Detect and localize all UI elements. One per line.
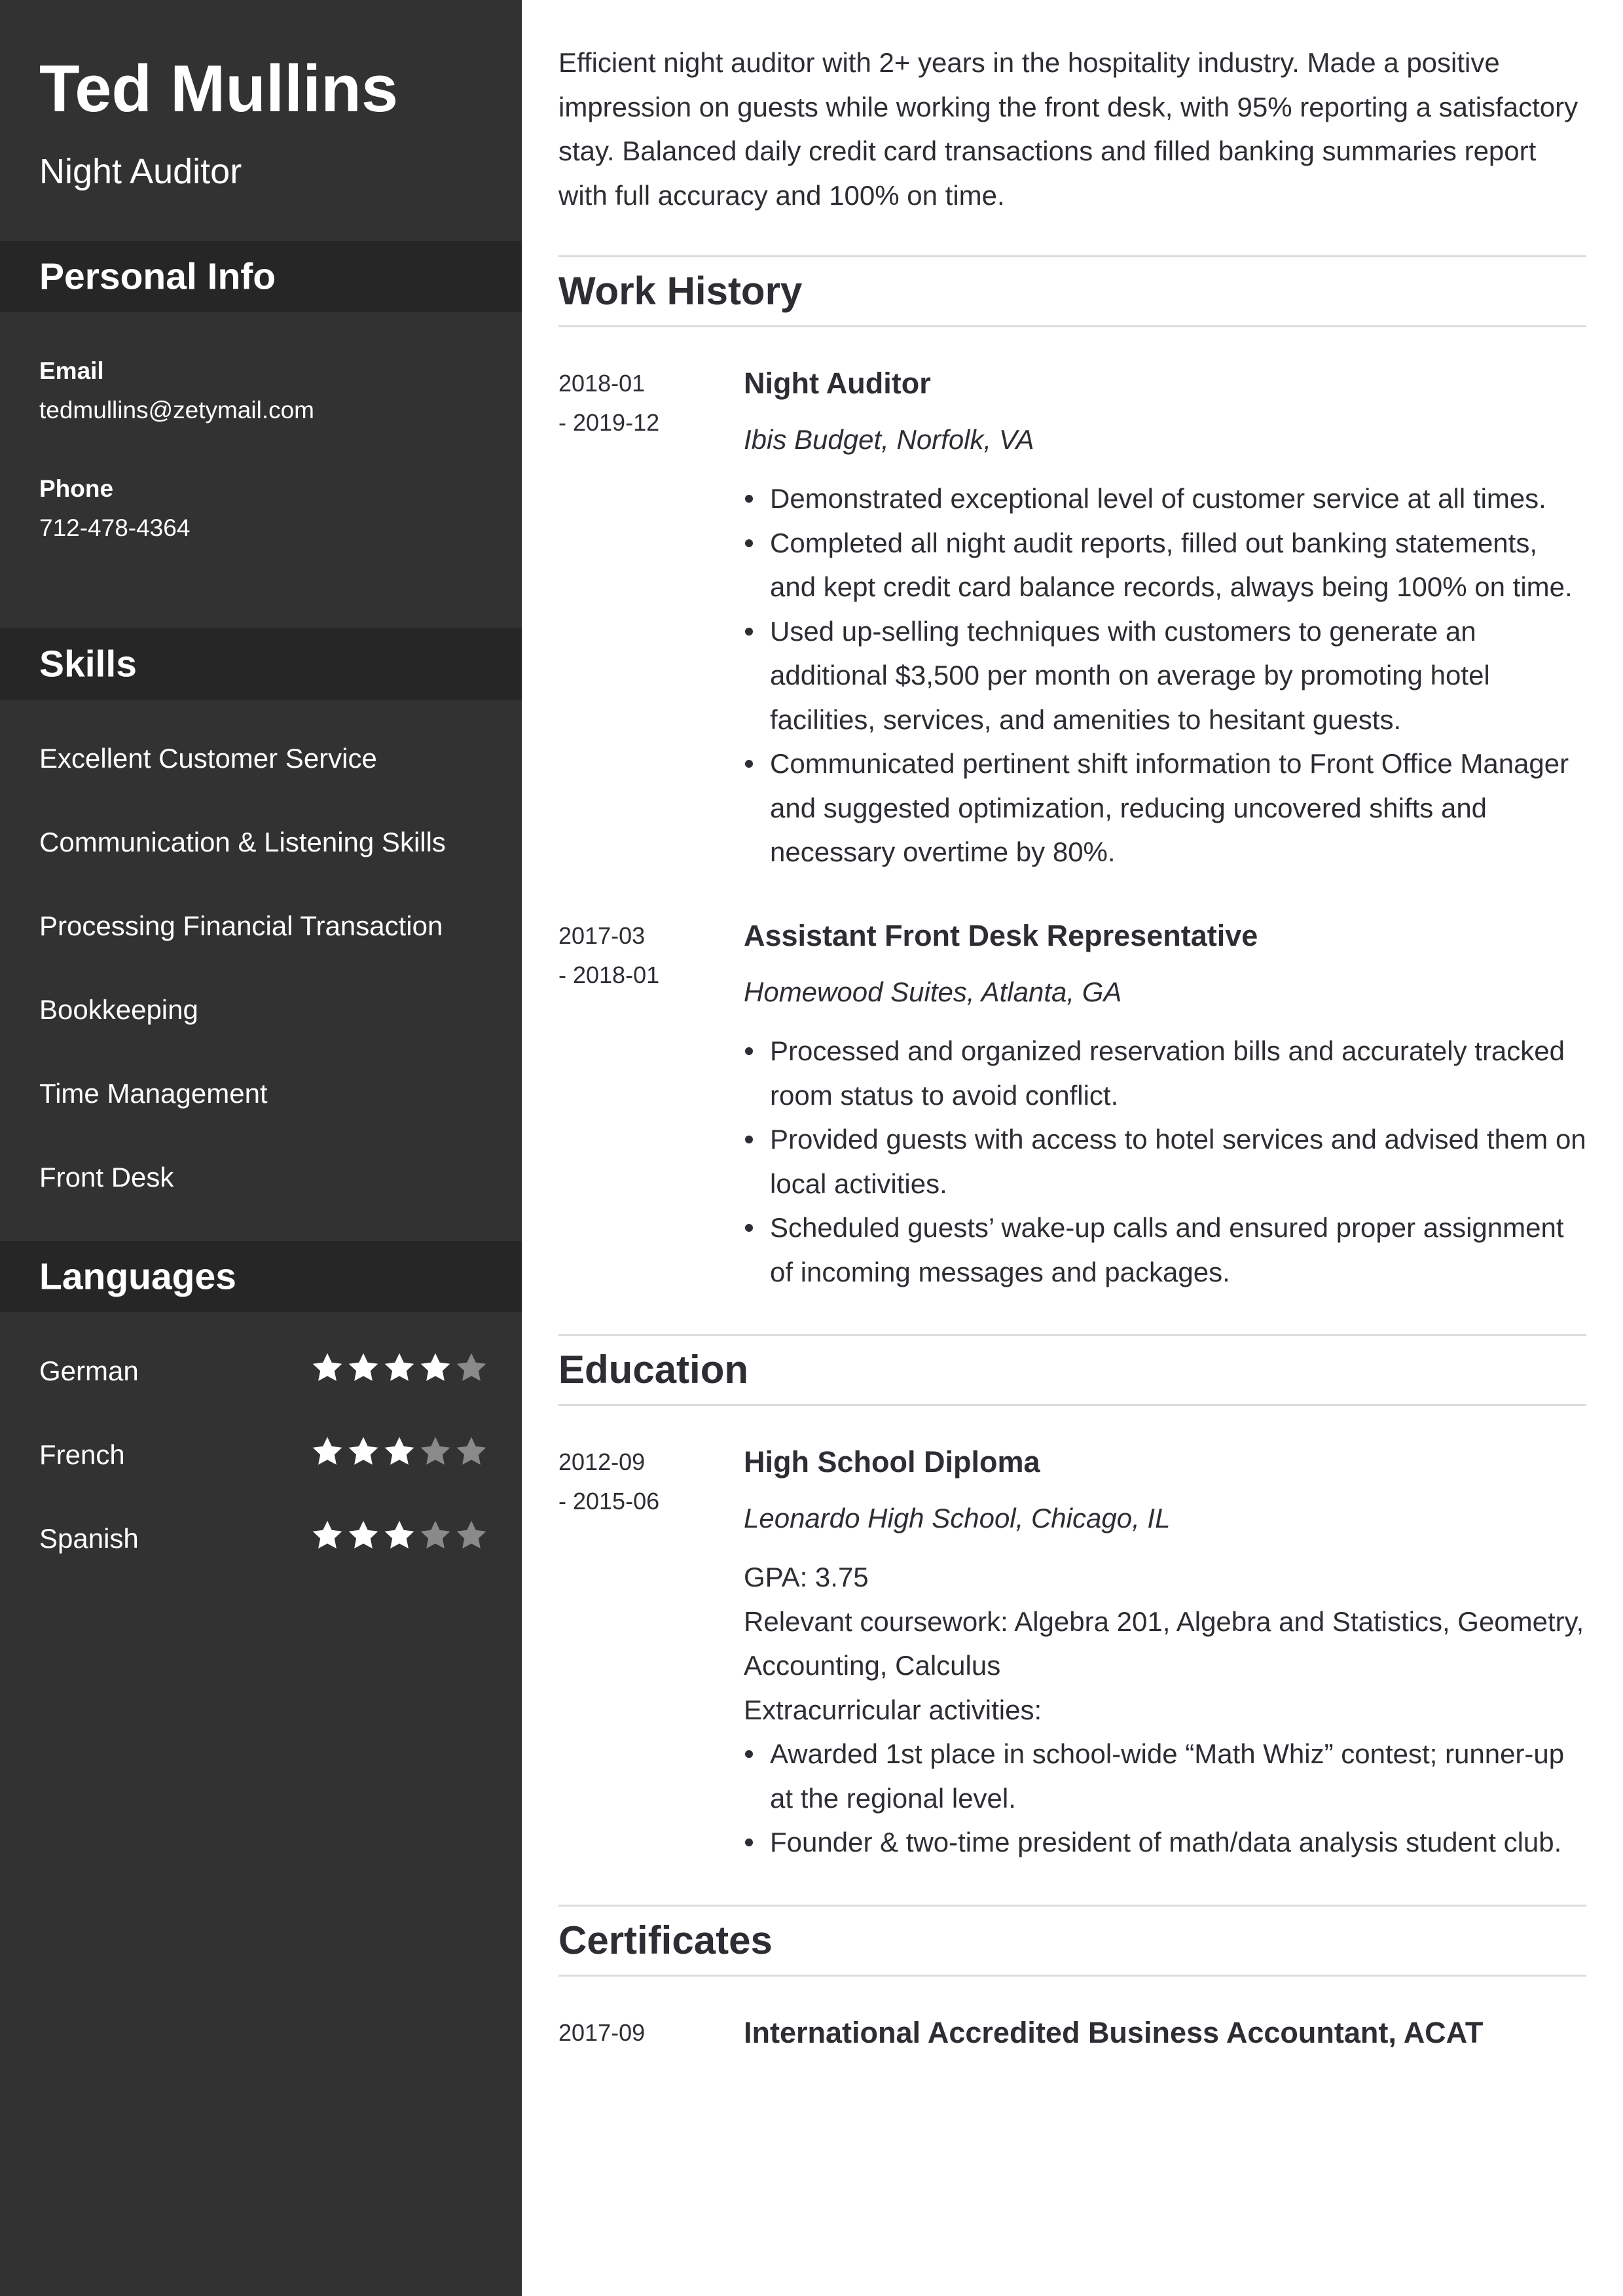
languages-heading: Languages (39, 1255, 236, 1297)
email-value: tedmullins@zetymail.com (39, 397, 315, 423)
education-heading: Education (558, 1348, 749, 1391)
star-empty-icon (454, 1518, 488, 1552)
job-bullets (744, 1029, 1588, 1294)
star-empty-icon (454, 1435, 488, 1469)
school: Leonardo High School, Chicago, IL (744, 1503, 1171, 1534)
email-label: Email (39, 357, 104, 384)
employer: Homewood Suites, Atlanta, GA (744, 977, 1122, 1007)
star-filled-icon (382, 1435, 416, 1469)
phone-label: Phone (39, 475, 114, 502)
start-date: 2018-01 (558, 370, 646, 397)
star-filled-icon (310, 1351, 344, 1385)
star-filled-icon (418, 1351, 452, 1385)
work-history-heading: Work History (558, 269, 803, 313)
bullet-item: Demonstrated exceptional level of customer service at all times. (770, 476, 1588, 521)
skill-item: Processing Financial Transaction (39, 910, 443, 941)
candidate-title: Night Auditor (39, 152, 242, 191)
job-title: Assistant Front Desk Representative (744, 919, 1258, 952)
certificate-name: International Accredited Business Accountant, ACAT (744, 2016, 1484, 2049)
sidebar (0, 0, 522, 2296)
language-row (39, 1435, 484, 1518)
education-section-header (558, 1334, 1586, 1406)
languages-list (39, 1351, 484, 1602)
star-filled-icon (310, 1435, 344, 1469)
language-name: German (39, 1355, 139, 1386)
star-empty-icon (418, 1518, 452, 1552)
extracurricular-bullets (744, 1732, 1588, 1865)
language-name: French (39, 1439, 125, 1470)
bullet-item: Founder & two-time president of math/data analysis student club. (770, 1820, 1588, 1865)
start-date: 2017-03 (558, 922, 646, 949)
work-details (744, 364, 1588, 874)
skills-heading-band (0, 628, 522, 700)
languages-heading-band (0, 1241, 522, 1312)
star-empty-icon (454, 1351, 488, 1385)
education-notes (744, 1555, 1588, 1732)
language-row (39, 1518, 484, 1602)
skills-heading: Skills (39, 643, 137, 685)
end-date: - 2015-06 (558, 1488, 660, 1515)
gpa: GPA: 3.75 (744, 1562, 869, 1592)
education-details (744, 1443, 1588, 1865)
education-dates (558, 1443, 729, 1521)
bullet-item: Communicated pertinent shift information to Front Office Manager and suggested optimization, reducing uncovered shifts and necessary overtime by 80%. (770, 742, 1588, 874)
extracurricular-label: Extracurricular activities: (744, 1694, 1042, 1725)
language-rating (308, 1518, 488, 1555)
personal-info-heading: Personal Info (39, 255, 276, 297)
certificates-section-header (558, 1905, 1586, 1977)
bullet-item: Used up-selling techniques with customers to generate an additional $3,500 per month on average by promoting hotel facilities, services, and amenities to hesitant guests. (770, 609, 1588, 742)
star-filled-icon (346, 1518, 380, 1552)
star-empty-icon (418, 1435, 452, 1469)
star-filled-icon (346, 1351, 380, 1385)
certificates-heading: Certificates (558, 1918, 773, 1962)
skill-item: Time Management (39, 1078, 268, 1109)
skill-item: Excellent Customer Service (39, 743, 377, 774)
professional-summary: Efficient night auditor with 2+ years in the hospitality industry. Made a positive impression on guests while working the front desk, with 95% reporting a satisfactory stay. Balanced daily credit card transactions and filled banking summaries report with full accuracy and 100% on time. (558, 47, 1578, 211)
work-details (744, 916, 1588, 1294)
start-date: 2012-09 (558, 1448, 646, 1475)
language-row (39, 1351, 484, 1435)
certificate-details (744, 2013, 1588, 2053)
certificate-date: 2017-09 (558, 2019, 646, 2046)
end-date: - 2018-01 (558, 961, 660, 988)
star-filled-icon (346, 1435, 380, 1469)
bullet-item: Processed and organized reservation bills and accurately tracked room status to avoid conflict. (770, 1029, 1588, 1117)
degree: High School Diploma (744, 1445, 1040, 1479)
bullet-item: Scheduled guests’ wake-up calls and ensured proper assignment of incoming messages and packages. (770, 1206, 1588, 1294)
star-filled-icon (382, 1518, 416, 1552)
phone-value: 712-478-4364 (39, 514, 191, 541)
work-dates (558, 916, 729, 995)
skills-list (39, 738, 446, 1241)
personal-info-heading-band (0, 241, 522, 312)
language-name: Spanish (39, 1523, 139, 1554)
job-bullets (744, 476, 1588, 874)
bullet-item: Awarded 1st place in school-wide “Math Whiz” contest; runner-up at the regional level. (770, 1732, 1588, 1820)
work-dates (558, 364, 729, 442)
job-title: Night Auditor (744, 367, 931, 400)
employer: Ibis Budget, Norfolk, VA (744, 424, 1034, 455)
coursework: Relevant coursework: Algebra 201, Algebra and Statistics, Geometry, Accounting, Calculus (744, 1605, 1584, 1681)
skill-item: Front Desk (39, 1162, 174, 1193)
star-filled-icon (310, 1518, 344, 1552)
end-date: - 2019-12 (558, 409, 660, 436)
language-rating (308, 1435, 488, 1471)
certificate-date-wrap (558, 2013, 729, 2053)
bullet-item: Provided guests with access to hotel services and advised them on local activities. (770, 1117, 1588, 1206)
language-rating (308, 1351, 488, 1388)
candidate-name: Ted Mullins (39, 52, 399, 126)
bullet-item: Completed all night audit reports, filled out banking statements, and kept credit card balance records, always being 100% on time. (770, 521, 1588, 609)
star-filled-icon (382, 1351, 416, 1385)
skill-item: Communication & Listening Skills (39, 827, 446, 857)
skill-item: Bookkeeping (39, 994, 198, 1025)
work-history-section-header (558, 255, 1586, 327)
